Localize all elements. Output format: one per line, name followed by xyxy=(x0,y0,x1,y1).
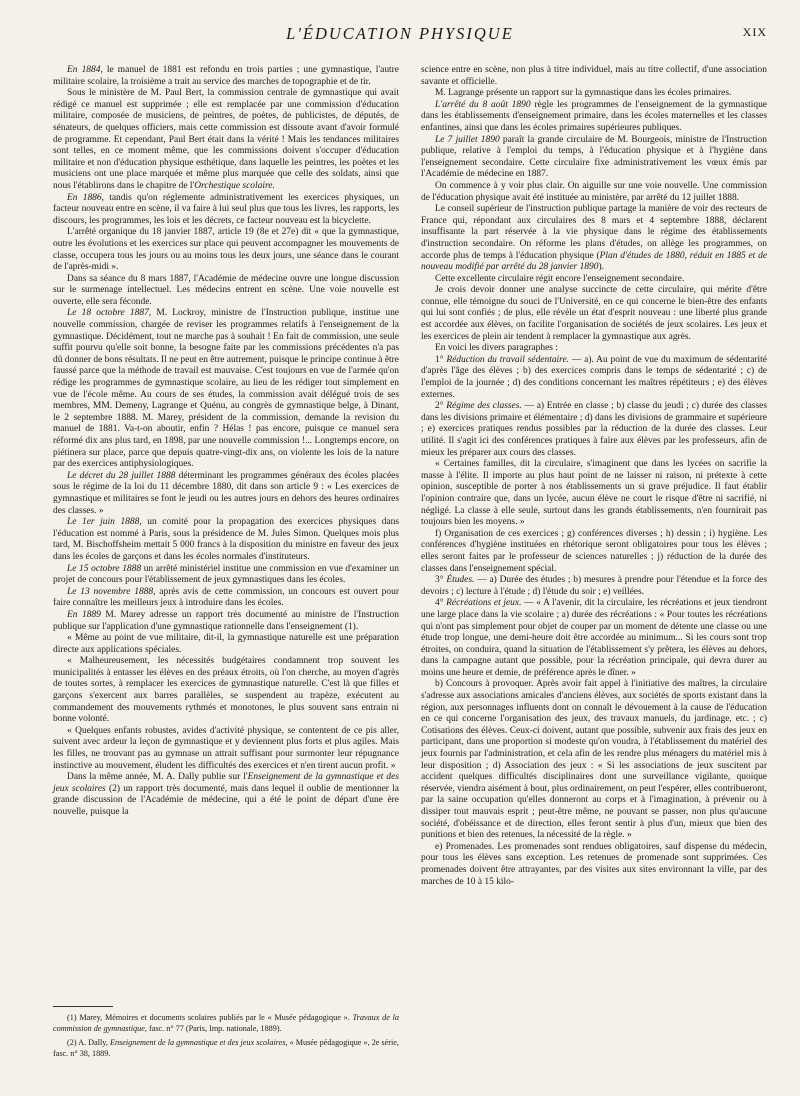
text-run: « Musée pédagogique », 2e série, fasc. n° 38, 1889. xyxy=(53,1038,399,1058)
italic-text: Enseignement de la gymnastique et des jeux scolaires xyxy=(53,772,399,794)
italic-text: Réduction du travail sédentaire. xyxy=(446,354,570,365)
italic-text: Travaux de la commission de gymnastique, xyxy=(53,1013,399,1033)
paragraph xyxy=(53,633,399,656)
text-run: après avis de cette commission, un concours est ouvert pour faire connaître les meilleurs jeux à introduire dans les écoles. xyxy=(53,586,399,609)
text-run: déterminant les programmes généraux des écoles placées sous le régime de la loi du 11 décembre 1880, dit dans son article 9 : « Les exercices de gymnastique et militaires se font le jeudi ou les autres jours en dehors des heures ordinaires des classes. » xyxy=(53,470,399,516)
text-run: (1) Marey, Mémoires et documents scolaires publiés par le « Musée pédagogique ». xyxy=(67,1013,353,1022)
page-number: XIX xyxy=(742,25,767,39)
text-run: f) Organisation de ces exercices ; g) conférences diverses ; h) dessin ; i) hygiène. Les conférences d'hygiène instituées en rhétorique seront obligatoires pour tous les élèves ; elles seront faites par le professeur de sciences naturelles ; j) réduction de la durée des classes dans l'enseignement spécial. xyxy=(421,528,767,574)
italic-text: Orchestique scolaire. xyxy=(194,180,275,191)
paragraph xyxy=(421,679,767,841)
text-run: fasc. n° 77 (Paris, Imp. nationale, 1889). xyxy=(146,1023,282,1033)
text-run: « Certaines familles, dit la circulaire, s'imaginent que dans les lycées on sacrifie la masse à l'élite. Il importe au plus haut point de ne laisser ni raison, ni prétexte à cette opinion, susceptible de porter à nos établissements un si grave préjudice. Il faut établir l'opinion contraire que, dans un lycée, aucun élève ne court le risque d'être ni sacrifié, ni négligé. La classe à elle seule, surtout dans les grands établissements, n'en fournirait pas toujours bien les moyens. » xyxy=(421,459,767,528)
page-header xyxy=(0,24,800,54)
footnotes xyxy=(53,992,399,1063)
text-run: M. Marey adresse un rapport très documenté au ministre de l'Instruction publique sur l'application d'une gymnastique rationnelle dans l'enseignement (1). xyxy=(53,609,399,632)
paragraph xyxy=(421,575,767,598)
right-column xyxy=(421,65,767,888)
text-run: e) Promenades. Les promenades sont rendues obligatoires, sauf dispense du médecin, pour tous les élèves sans exception. Les retenues de promenade sont supprimées. Ces promenades doivent être attrayantes, par des visites aux sites environnant la ville, par des marches de 10 à 15 kilo- xyxy=(421,841,767,887)
text-run: L'arrêté organique du 18 janvier 1887, article 19 (8e et 27e) dit « que la gymnastique, outre les évolutions et les exercices sur place qui peuvent accompagner les mouvements de classe, occupera tous les jours ou au moins tous les deux jours, une séance dans le courant de l'après-midi ». xyxy=(53,227,399,273)
paragraph xyxy=(53,564,399,587)
text-run: le manuel de 1881 est refondu en trois parties ; une gymnastique, l'autre militaire scolaire, la troisième a trait au service des marches de topographie et de tir. xyxy=(53,65,399,87)
text-run: En voici les divers paragraphes : xyxy=(435,343,558,354)
running-title: L'ÉDUCATION PHYSIQUE xyxy=(286,24,514,43)
paragraph xyxy=(53,227,399,273)
italic-text: Le 13 novembre 1888, xyxy=(67,586,156,597)
paragraph xyxy=(53,274,399,309)
paragraph xyxy=(53,88,399,192)
text-run: b) Concours à provoquer. Après avoir fait appel à l'initiative des maîtres, la circulaire s'adresse aux associations amicales d'anciens élèves, aux sociétés de sports existant dans la région, aux personnages influents dont on connaît le dévouement à la cause de l'éducation en ce qui concerne l'organisation des jeux, des travaux manuels, du jardinage, etc. ; c) Cotisations des élèves. Ceux-ci doivent, autant que possible, subvenir aux frais des jeux en participant, dans une proportion si modeste qu'on voudra, à l'établissement du matériel des jeux fournis par l'administration, et cela afin de les rendre plus ménagers du matériel mis à leur disposition ; d) Association des jeux : « Si les associations de jeux suscitent par accident quelques difficultés disciplinaires dont une surveillance vigilante, quoique réservée, viendra aisément à bout, plus ordinairement, on peut l'espérer, elles contribueront, par la saine occupation qu'elles donneront au corps et à l'imagination, à prévenir ou à dissiper tout mauvais esprit ; peut-être même, ne pouvant se passer, non plus qu'aucune société, d'obéissance et de direction, elles feront sentir à plus d'un, mieux que bien des punitions et bien des retenues, la nécessité de la règle. » xyxy=(421,679,767,841)
paragraph xyxy=(53,65,399,88)
paragraph xyxy=(421,401,767,459)
text-run: M. Lockroy, ministre de l'Instruction publique, institue une nouvelle commission, chargée de reviser les programmes relatifs à l'enseignement de la gymnastique. Décidément, tout ne marche pas à souhait ! En fait de commission, une seule suffit pourvu qu'elle soit bonne, la besogne faite par les commissions précédentes n'a pas dû donner de bons résultats. Il ne peut en être autrement, puisque le principe continue à être faussé parce que la méthode de travail est mauvaise. C'est toujours en vue de l'armée qu'on rédige les programmes de gymnastique scolaire, au lieu de les rédiger tout simplement en vue de l'école même. Au cours de ses études, la commission avait délégué trois de ses membres, MM. Demeny, Lagrange et Quénu, au congrès de gymnastique belge, à Dinant, le 2 septembre 1888. M. Marey, président de la commission, demande la revision du manuel de 1881. Va-t-on aboutir, enfin ? Hélas ! pas encore, puisque ce manuel sera réformé dix ans plus tard, en 1898, par une nouvelle commission !... Longtemps encore, on piétinera sur place, parce que depuis quatre-vingt-dix ans, on violente les lois de la nature par des exercices antiphysiologiques. xyxy=(53,308,399,470)
text-run: Dans sa séance du 8 mars 1887, l'Académie de médecine ouvre une longue discussion sur le surmenage intellectuel. Les médecins entrent en scène. Une voie nouvelle est ouverte, elle sera féconde. xyxy=(53,273,399,307)
text-run: « Malheureusement, les nécessités budgétaires condamnent trop souvent les municipalités à entasser les élèves en des préaux étroits, où l'on cherche, au moyen d'agrès de toutes sortes, à remplacer les exercices de gymnastique naturelle. C'est là que filles et garçons s'exercent aux barres parallèles, se suspendent au trapèze, exécutent au commandement des mouvements rythmés et monotones, le plus souvent sans entrain ni bonne volonté. xyxy=(53,656,399,725)
text-run: tandis qu'on réglemente administrativement les exercices physiques, un facteur nouveau entre en scène, il va faire à lui seul plus que tous les livres, les rapports, les discours, les programmes, les lois et les décrets, ce facteur nouveau est la bicyclette. xyxy=(53,192,399,226)
text-run: 4° xyxy=(435,598,447,609)
italic-text: Récréations et jeux. xyxy=(446,598,522,609)
text-run: « Quelques enfants robustes, avides d'activité physique, se contentent de ce pis aller, suivent avec ardeur la leçon de gymnastique et y deviennent plus forts et plus agiles. Mais les filles, ne trouvant pas au gymnase un attrait suffisant pour surmonter leur répugnance instinctive au mouvement, éludent les difficultés des exercices et n'en tirent aucun profit. » xyxy=(53,725,399,771)
paragraph xyxy=(421,135,767,181)
text-run: Cette excellente circulaire régit encore l'enseignement secondaire. xyxy=(435,273,685,284)
text-run: règle les programmes de l'enseignement de la gymnastique dans les établissements d'enseignement primaire, dans les écoles maternelles et les classes enfantines, ainsi que dans les écoles primaires supérieures publiques. xyxy=(421,99,767,133)
paragraph xyxy=(421,459,767,529)
italic-text: En 1884, xyxy=(67,65,103,75)
paragraph xyxy=(53,517,399,563)
italic-text: L'arrêté du 8 août 1890 xyxy=(435,99,531,110)
text-run: Sous le ministère de M. Paul Bert, la commission centrale de gymnastique qui avait rédigé ce manuel est supprimée ; elle est remplacée par une commission d'éducation militaire, composée de musiciens, de peintres, de poètes, de publicistes, de députés, de sénateurs, de quelques officiers, mais cette commission est dissoute avant d'avoir formulé de programme. Et cependant, Paul Bert était dans la vérité ! Mais les tendances militaires sont telles, en ce moment même, que les commissions doivent s'occuper d'éducation militaire et non d'éducation physique esthétique, dans laquelle les peintres, les poètes et les musiciens ont une place marquée et même plus marquée que celle des soldats, ainsi que nous l'établirons dans le chapitre de l' xyxy=(53,88,399,191)
text-run: Le conseil supérieur de l'instruction publique partage la manière de voir des recteurs de France qui, répondant aux circulaires des 8 mars et 4 septembre 1888, déclarent insuffisante la part réservée à la vie physique dans le régime des établissements d'instruction secondaire. On réforme les plans d'études, on allège les programmes, on accorde plus de temps à l'éducation physique ( xyxy=(421,204,767,261)
italic-text: Études. xyxy=(446,575,475,586)
paragraph xyxy=(421,88,767,100)
paragraph xyxy=(53,587,399,610)
paragraph xyxy=(421,598,767,679)
text-run: paraît la grande circulaire de M. Bourgeois, ministre de l'Instruction publique, relative à l'emploi du temps, à l'éducation physique et à l'hygiène dans l'enseignement secondaire. Cette circulaire fixe administrativement les vœux émis par l'Académie de médecine en 1887. xyxy=(421,134,767,180)
italic-text: En 1886, xyxy=(67,192,104,203)
paragraph xyxy=(53,610,399,633)
paragraph xyxy=(421,100,767,135)
text-run: — a) Entrée en classe ; b) classe du jeudi ; c) durée des classes dans les divisions primaire et élémentaire ; d) dans les divisions de grammaire et supérieure ; e) exercices pratiques rendus possibles par la réduction de la durée des classes. Leur utilité. Il s'agit ici des conférences pratiques à faire aux élèves par les professeurs, afin de mieux les préparer aux cours des classes. xyxy=(421,401,767,458)
paragraph xyxy=(421,274,767,286)
italic-text: En 1889 xyxy=(67,609,101,620)
italic-text: Le 15 octobre 1888 xyxy=(67,563,142,574)
paragraph xyxy=(421,285,767,343)
text-run: un comité pour la propagation des exercices physiques dans l'éducation est nommé à Paris, sous la présidence de M. Jules Simon. Quelques mois plus tard, M. Bischoffsheim mettait 5 000 francs à la disposition du ministre en faveur des jeux dans les écoles de garçons et dans les écoles normales d'instituteurs. xyxy=(53,517,400,562)
paragraph xyxy=(53,772,399,818)
text-run: ). xyxy=(598,262,604,273)
italic-text: Plan d'études de 1880, réduit en 1885 et de nouveau modifié par arrêté du 28 janvier 1890 xyxy=(421,250,768,273)
paragraph xyxy=(53,656,399,726)
text-run: 1° xyxy=(435,354,447,365)
italic-text: Enseignement de la gymnastique et des jeux scolaires, xyxy=(109,1038,288,1048)
italic-text: Le décret du 28 juillet 1888 xyxy=(67,470,176,481)
text-run: 2° xyxy=(435,401,447,412)
text-run: Je crois devoir donner une analyse succincte de cette circulaire, qui mérite d'être connue, elle témoigne du souci de l'Université, en ce qui concerne le bien-être des enfants qui lui sont confiés ; de plus, elle révèle un état d'esprit nouveau : une liberté plus grande est accordée aux élèves, on facilite l'organisation de sociétés de jeux scolaires. Les jeux et les exercices de plein air tendent à remplacer la gymnastique aux agrès. xyxy=(421,285,767,342)
footnote-rule xyxy=(53,1006,113,1007)
left-column xyxy=(53,65,399,819)
text-run: M. Lagrange présente un rapport sur la gymnastique dans les écoles primaires. xyxy=(435,88,732,99)
text-run: « Même au point de vue militaire, dit-il, la gymnastique naturelle est une préparation directe aux applications spéciales. xyxy=(53,633,399,655)
paragraph xyxy=(421,842,767,888)
text-run: (2) A. Dally, xyxy=(67,1038,110,1048)
paragraph xyxy=(421,204,767,274)
text-run: — a) Durée des études ; b) mesures à prendre pour l'étendue et la force des devoirs ; c) lecture à l'étude ; d) l'étude du soir ; e) veillées. xyxy=(421,575,768,597)
paragraph xyxy=(421,181,767,204)
paragraph xyxy=(53,193,399,228)
text-run: science entre en scène, non plus à titre individuel, mais au titre collectif, d'une association savante et officielle. xyxy=(421,65,767,87)
text-run: (2) un rapport très documenté, mais dans lequel il oublie de mentionner la grande discussion de l'Académie de médecine, qui a été le point de départ d'une ère nouvelle, puisque la xyxy=(53,783,399,817)
italic-text: Le 18 octobre 1887, xyxy=(67,308,152,319)
footnote xyxy=(53,1013,399,1034)
paragraph xyxy=(53,726,399,772)
paragraph xyxy=(421,529,767,575)
italic-text: Le 1er juin 1888, xyxy=(67,517,142,528)
italic-text: Le 7 juillet 1890 xyxy=(435,134,500,145)
italic-text: Régime des classes. xyxy=(446,401,522,412)
text-run: Dans la même année, M. A. Dally publie sur l' xyxy=(67,772,248,783)
text-run: — a). Au point de vue du maximum de sédentarité d'après l'âge des élèves ; b) des exercices compris dans le temps de sédentarité ; c) de l'emploi de la journée ; d) des conditions concernant les maîtres répétiteurs ; e) des élèves externes. xyxy=(421,354,767,400)
text-run: un arrêté ministériel institue une commission en vue d'examiner un projet de concours pour l'établissement de jeux gymnastiques dans les écoles. xyxy=(53,563,399,586)
paragraph xyxy=(421,65,767,88)
paragraph xyxy=(421,355,767,401)
text-run: — « A l'avenir, dit la circulaire, les récréations et jeux tiendront une large place dans la vie scolaire ; a) durée des récréations : « Pour toutes les récréations qui n'ont pas simplement pour objet de couper par un moment de détente une classe ou une étude trop longue, une demi-heure doit être accordée au minimum... Si les cours sont trop étroites, on conduira, quand la situation de l'établissement s'y prêtera, les élèves au dehors, dans la campagne autant que possible, pour la récréation principale, qui devra durer au moins une heure et demie, de préférence après le dîner. » xyxy=(421,598,767,678)
paragraph xyxy=(53,308,399,470)
paragraph xyxy=(421,343,767,355)
footnote xyxy=(53,1038,399,1059)
paragraph xyxy=(53,471,399,517)
text-run: 3° xyxy=(435,575,447,586)
text-run: On commence à y voir plus clair. On aiguille sur une voie nouvelle. Une commission de l'éducation physique avait été instituée au ministère, par arrêté du 12 juillet 1888. xyxy=(421,180,767,203)
